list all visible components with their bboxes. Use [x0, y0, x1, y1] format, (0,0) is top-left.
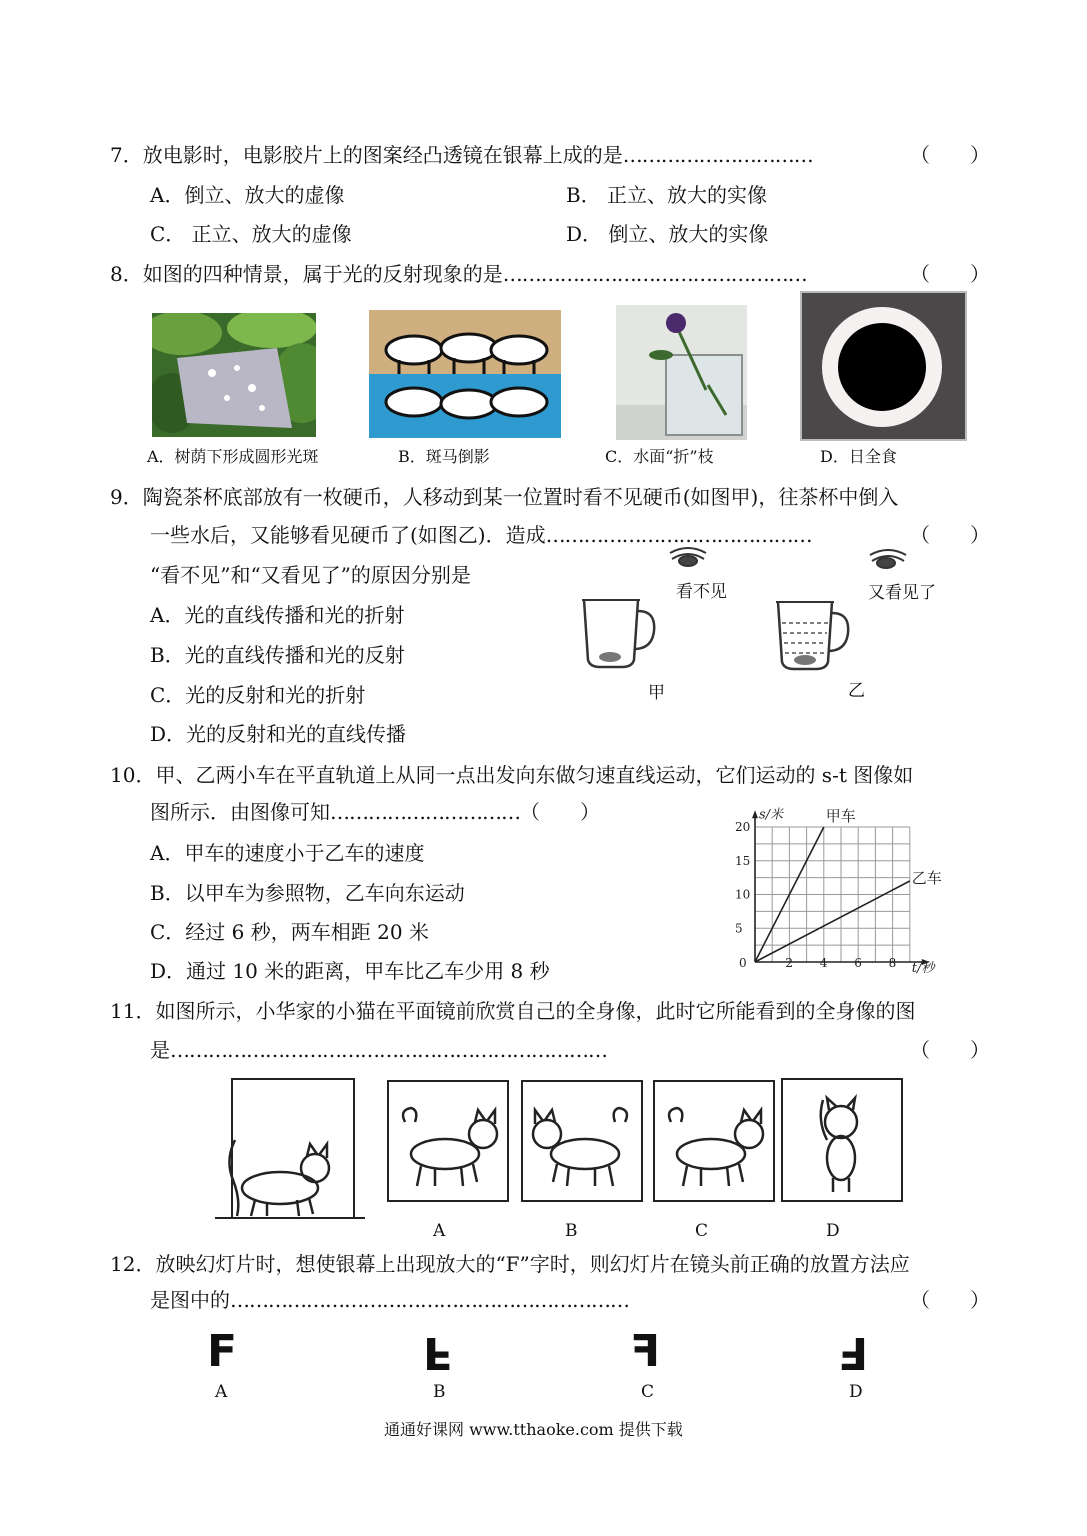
q12-stem-line2-text: 是图中的	[150, 1288, 230, 1312]
q10-option-b: B．以甲车为参照物，乙车向东运动	[150, 881, 465, 905]
q11-option-c-image	[653, 1080, 775, 1202]
q9-option-c: C．光的反射和光的折射	[150, 683, 366, 707]
q9-answer-bracket: （ ）	[910, 523, 990, 547]
q10-answer-bracket: （ ）	[520, 800, 600, 824]
q11-option-b-image	[521, 1080, 643, 1202]
q9-option-b: B．光的直线传播和光的反射	[150, 643, 405, 667]
eye-icon	[670, 548, 706, 566]
q10-dots: …………………………	[330, 800, 520, 824]
q9-option-a: A．光的直线传播和光的折射	[150, 603, 405, 627]
q9-stem-line1: 9．陶瓷茶杯底部放有一枚硬币，人移动到某一位置时看不见硬币(如图甲)，往茶杯中倒入	[110, 485, 899, 509]
q9-dots: ……………………………………	[545, 523, 812, 547]
q11-label-c: C	[695, 1221, 709, 1241]
q11-dots: ……………………………………………………………	[170, 1038, 607, 1062]
zebra-illustration	[369, 310, 561, 438]
q11-answer-bracket: （ ）	[910, 1038, 990, 1062]
q9-figure	[570, 545, 960, 705]
q8-caption-c: C．水面“折”枝	[605, 447, 714, 466]
q12-stem-line2	[150, 1287, 629, 1313]
q12-label-d: D	[849, 1382, 863, 1402]
eye-icon	[870, 550, 906, 568]
q7-stem-text: 7．放电影时，电影胶片上的图案经凸透镜在银幕上成的是	[110, 143, 623, 167]
chart-y-tick-label: 20	[735, 820, 751, 834]
q11-stem-line2	[150, 1037, 607, 1063]
q12-option-c-glyph: F	[630, 1326, 661, 1377]
q12-answer-bracket: （ ）	[910, 1288, 990, 1312]
q11-label-b: B	[565, 1221, 578, 1241]
q12-option-d-glyph: F	[838, 1327, 869, 1378]
q7-option-d: D． 倒立、放大的实像	[566, 222, 769, 246]
chart-x-axis-label: t/秒	[911, 961, 935, 976]
q7-option-b: B． 正立、放大的实像	[566, 183, 768, 207]
cat-facing-front-illustration	[783, 1080, 901, 1200]
q9-label-see-again: 又看见了	[868, 583, 936, 603]
q7-stem	[110, 142, 813, 168]
cat-original-illustration	[215, 1130, 365, 1222]
q12-dots: ………………………………………………………	[230, 1288, 629, 1312]
q9-stem-line3: “看不见”和“又看见了”的原因分别是	[150, 563, 471, 587]
q12-option-a-glyph: F	[207, 1326, 238, 1377]
q12-label-c: C	[641, 1382, 655, 1402]
glass-illustration	[616, 305, 747, 440]
q11-label-a: A	[433, 1221, 446, 1241]
q9-label-cup-right: 乙	[848, 681, 865, 701]
q10-option-a: A．甲车的速度小于乙车的速度	[150, 841, 425, 865]
chart-x-tick-label: 8	[888, 956, 897, 970]
cat-facing-left-illustration	[523, 1082, 641, 1200]
q7-dots: …………………………	[622, 143, 813, 167]
q7-option-c: C． 正立、放大的虚像	[150, 222, 352, 246]
chart-series-label: 甲车	[825, 807, 856, 825]
q11-stem-line2-text: 是	[150, 1038, 170, 1062]
q12-stem-line1: 12．放映幻灯片时，想使银幕上出现放大的“F”字时，则幻灯片在镜头前正确的放置方法应	[110, 1252, 910, 1276]
q8-photo-a-light-spots	[152, 313, 316, 437]
q8-answer-bracket: （ ）	[910, 262, 990, 286]
q8-caption-d: D．日全食	[820, 447, 897, 466]
q8-stem-text: 8．如图的四种情景，属于光的反射现象的是	[110, 262, 503, 286]
q7-answer-bracket: （ ）	[910, 143, 990, 167]
q8-photo-b-zebra-reflection	[369, 310, 561, 438]
s-t-chart	[725, 785, 957, 981]
q8-caption-b: B．斑马倒影	[398, 447, 490, 466]
q11-label-d: D	[826, 1221, 840, 1241]
q9-stem-line2-text: 一些水后，又能够看见硬币了(如图乙)．造成	[150, 523, 546, 547]
q10-stem-line2-text: 图所示．由图像可知	[150, 800, 330, 824]
q10-stem-line2	[150, 799, 600, 825]
q11-option-a-image	[387, 1080, 509, 1202]
chart-series-label: 乙车	[911, 869, 942, 887]
q9-label-cup-left: 甲	[648, 683, 665, 703]
q8-photo-c-bent-stem	[616, 305, 747, 440]
q8-caption-a: A．树荫下形成圆形光斑	[147, 447, 319, 466]
chart-series-line	[755, 881, 910, 962]
eclipse-illustration	[802, 293, 965, 439]
page-footer: 通通好课网 www.tthaoke.com 提供下载	[384, 1420, 683, 1439]
chart-y-tick-label: 5	[735, 921, 743, 936]
q10-option-c: C．经过 6 秒，两车相距 20 米	[150, 920, 429, 944]
chart-y-tick-label: 15	[735, 853, 751, 868]
q11-stem-line1: 11．如图所示，小华家的小猫在平面镜前欣赏自己的全身像，此时它所能看到的全身像的图	[110, 999, 916, 1023]
q12-option-b-glyph: F	[423, 1327, 454, 1378]
chart-x-tick-label: 2	[785, 956, 794, 970]
chart-x-tick-label: 6	[854, 956, 862, 970]
q9-label-cannot-see: 看不见	[676, 582, 727, 602]
chart-x-tick-label: 4	[819, 956, 828, 970]
cups-illustration	[570, 545, 960, 705]
q12-label-a: A	[215, 1382, 228, 1402]
cat-facing-right-illustration	[389, 1082, 507, 1200]
q9-option-d: D．光的反射和光的直线传播	[150, 722, 407, 746]
leaves-illustration	[152, 313, 316, 437]
chart-x-tick-label: 0	[739, 956, 747, 970]
q10-option-d: D．通过 10 米的距离，甲车比乙车少用 8 秒	[150, 959, 550, 983]
q8-stem	[110, 261, 807, 287]
q12-label-b: B	[433, 1382, 446, 1402]
q10-stem-line1: 10．甲、乙两小车在平直轨道上从同一点出发向东做匀速直线运动，它们运动的 s-t 图像如	[110, 763, 914, 787]
q8-photo-d-eclipse	[800, 291, 967, 441]
q11-option-d-image	[781, 1078, 903, 1202]
q8-dots: …………………………………………	[502, 262, 807, 286]
chart-y-tick-label: 10	[735, 887, 751, 902]
chart-y-axis-label: s/米	[759, 807, 784, 823]
chart-y-arrow	[752, 810, 758, 818]
cat-facing-right-illustration	[655, 1082, 773, 1200]
q7-option-a: A．倒立、放大的虚像	[150, 183, 345, 207]
